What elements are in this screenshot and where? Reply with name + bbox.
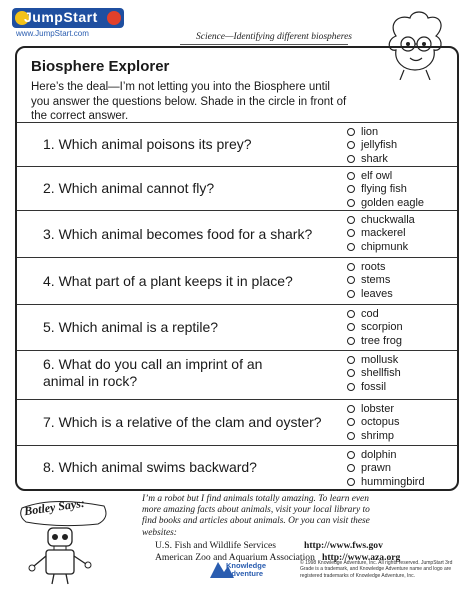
answer-label: chipmunk xyxy=(361,240,409,253)
answer-label: lobster xyxy=(361,402,395,415)
answer-option[interactable] xyxy=(347,367,401,381)
answer-option[interactable] xyxy=(347,402,400,416)
answer-circle-icon[interactable] xyxy=(347,383,355,391)
ka-line-1: Knowledge xyxy=(226,561,267,570)
answer-option[interactable] xyxy=(347,353,401,367)
answer-circle-icon[interactable] xyxy=(347,310,355,318)
answer-option[interactable] xyxy=(347,462,425,476)
answer-label: octopus xyxy=(361,416,400,429)
answer-option[interactable] xyxy=(347,227,415,241)
answer-label: mackerel xyxy=(361,227,406,240)
answer-circle-icon[interactable] xyxy=(347,141,355,149)
answer-label: prawn xyxy=(361,462,391,475)
answer-option[interactable] xyxy=(347,152,397,166)
answer-label: stems xyxy=(361,274,391,287)
answer-circle-icon[interactable] xyxy=(347,464,355,472)
answer-circle-icon[interactable] xyxy=(347,432,355,440)
answer-circle-icon[interactable] xyxy=(347,199,355,207)
answer-circle-icon[interactable] xyxy=(347,356,355,364)
answer-circle-icon[interactable] xyxy=(347,369,355,377)
answer-label: cod xyxy=(361,307,379,320)
question-row xyxy=(17,445,457,491)
answer-circle-icon[interactable] xyxy=(347,418,355,426)
question-text: 1. Which animal poisons its prey? xyxy=(43,136,252,152)
subject-heading: Science—Identifying different biospheres xyxy=(196,32,353,42)
question-text: 6. What do you call an imprint of an animal in rock? xyxy=(43,356,263,389)
answer-options xyxy=(347,213,415,254)
answer-options xyxy=(347,125,397,166)
answer-option[interactable] xyxy=(347,196,424,210)
answer-option[interactable] xyxy=(347,475,425,489)
question-text: 5. Which animal is a reptile? xyxy=(43,319,219,335)
question-row xyxy=(17,210,457,257)
question-row xyxy=(17,399,457,445)
answer-options xyxy=(347,307,403,348)
answer-label: lion xyxy=(361,125,379,138)
copyright-notice: © 1998 Knowledge Adventure, Inc. All rights reserved. JumpStart 3rd Grade is a trademark, and Knowledge Adventure name and logo are registered trademarks of Knowledge Adventure, Inc. xyxy=(300,560,453,579)
answer-option[interactable] xyxy=(347,125,397,139)
answer-option[interactable] xyxy=(347,321,403,335)
worksheet-title: Biosphere Explorer xyxy=(31,58,170,75)
question-text: 7. Which is a relative of the clam and oyster? xyxy=(43,414,322,430)
answer-circle-icon[interactable] xyxy=(347,172,355,180)
answer-circle-icon[interactable] xyxy=(347,405,355,413)
answer-circle-icon[interactable] xyxy=(347,243,355,251)
botley-message: I’m a robot but I find animals totally amazing. To learn even more amazing facts about animals, visit your local library to find books and articles about animals. Or you can visit these websites: xyxy=(142,494,370,538)
answer-options xyxy=(347,402,400,443)
answer-option[interactable] xyxy=(347,287,393,301)
answer-options xyxy=(347,353,401,394)
question-row xyxy=(17,350,457,399)
question-row xyxy=(17,304,457,350)
question-row xyxy=(17,257,457,304)
answer-label: elf owl xyxy=(361,169,393,182)
header-rule xyxy=(180,44,348,45)
answer-circle-icon[interactable] xyxy=(347,128,355,136)
question-row xyxy=(17,166,457,210)
ka-line-2: Adventure xyxy=(226,569,264,578)
answer-label: jellyfish xyxy=(361,139,398,152)
answer-label: scorpion xyxy=(361,321,403,334)
answer-label: leaves xyxy=(361,287,393,300)
website-link[interactable]: http://www.aza.org xyxy=(322,552,401,563)
answer-circle-icon[interactable] xyxy=(347,276,355,284)
question-text: 2. Which animal cannot fly? xyxy=(43,180,215,196)
answer-circle-icon[interactable] xyxy=(347,451,355,459)
answer-circle-icon[interactable] xyxy=(347,229,355,237)
answer-option[interactable] xyxy=(347,139,397,153)
answer-label: roots xyxy=(361,260,386,273)
answer-circle-icon[interactable] xyxy=(347,185,355,193)
knowledge-adventure-label xyxy=(226,562,266,578)
answer-label: flying fish xyxy=(361,183,407,196)
answer-label: shark xyxy=(361,152,388,165)
answer-label: tree frog xyxy=(361,334,402,347)
answer-circle-icon[interactable] xyxy=(347,478,355,486)
answer-option[interactable] xyxy=(347,334,403,348)
answer-circle-icon[interactable] xyxy=(347,263,355,271)
answer-option[interactable] xyxy=(347,183,424,197)
answer-circle-icon[interactable] xyxy=(347,290,355,298)
answer-label: shrimp xyxy=(361,429,395,442)
question-text: 8. Which animal swims backward? xyxy=(43,459,257,475)
question-row xyxy=(17,122,457,166)
answer-option[interactable] xyxy=(347,416,400,430)
website-link-name: American Zoo and Aquarium Association xyxy=(155,552,315,563)
answer-option[interactable] xyxy=(347,429,400,443)
answer-label: chuckwalla xyxy=(361,213,415,226)
answer-label: hummingbird xyxy=(361,475,425,488)
answer-option[interactable] xyxy=(347,213,415,227)
answer-label: shellfish xyxy=(361,367,401,380)
answer-label: fossil xyxy=(361,380,387,393)
answer-circle-icon[interactable] xyxy=(347,323,355,331)
answer-circle-icon[interactable] xyxy=(347,155,355,163)
logo-text: JumpStart xyxy=(24,9,98,25)
answer-options xyxy=(347,260,393,301)
question-text: 4. What part of a plant keeps it in place? xyxy=(43,273,293,289)
answer-option[interactable] xyxy=(347,240,415,254)
answer-options xyxy=(347,169,424,210)
answer-option[interactable] xyxy=(347,274,393,288)
question-text: 3. Which animal becomes food for a shark? xyxy=(43,226,313,242)
answer-label: mollusk xyxy=(361,353,399,366)
website-link-name: U.S. Fish and Wildlife Services xyxy=(155,540,276,551)
logo-url[interactable]: www.JumpStart.com xyxy=(16,29,89,38)
answer-option[interactable] xyxy=(347,380,401,394)
answer-option[interactable] xyxy=(347,307,403,321)
botley-says-label: Botley Says: xyxy=(23,495,86,519)
answer-circle-icon[interactable] xyxy=(347,216,355,224)
answer-option[interactable] xyxy=(347,448,425,462)
answer-options xyxy=(347,448,425,489)
answer-label: golden eagle xyxy=(361,196,425,209)
website-link[interactable]: http://www.fws.gov xyxy=(304,540,383,551)
answer-option[interactable] xyxy=(347,169,424,183)
answer-circle-icon[interactable] xyxy=(347,337,355,345)
worksheet-instructions: Here’s the deal—I’m not letting you into the Biosphere until you answer the questions below. Shade in the circle in front of the correct answer. xyxy=(31,81,347,122)
answer-option[interactable] xyxy=(347,260,393,274)
answer-label: dolphin xyxy=(361,448,397,461)
